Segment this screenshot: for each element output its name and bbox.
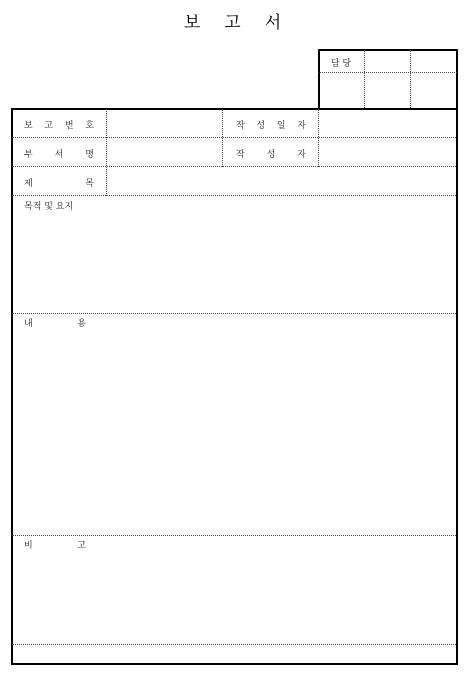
purpose-label: 목적 및 요지 <box>24 202 74 212</box>
title-char: 서 <box>264 13 282 33</box>
purpose-area[interactable] <box>14 212 455 311</box>
title-char: 보 <box>183 13 201 33</box>
content-area[interactable] <box>14 330 455 533</box>
title-char: 고 <box>224 13 241 33</box>
author-label: 작 성 자 <box>236 150 306 160</box>
department-label: 부 서 명 <box>24 150 94 160</box>
subject-field[interactable] <box>108 168 455 194</box>
report-number-field[interactable] <box>108 110 221 136</box>
date-written-label: 작 성 일 자 <box>236 121 306 131</box>
subject-label: 제 목 <box>24 179 94 189</box>
date-written-field[interactable] <box>320 110 455 136</box>
author-field[interactable] <box>320 139 455 165</box>
remarks-area[interactable] <box>14 552 455 642</box>
remarks-label: 비 고 <box>24 541 86 551</box>
department-field[interactable] <box>108 139 221 165</box>
content-label: 내 용 <box>24 319 86 329</box>
report-number-label: 보 고 번 호 <box>24 121 94 131</box>
page-title <box>0 8 465 33</box>
approval-label: 담 당 <box>330 59 352 69</box>
